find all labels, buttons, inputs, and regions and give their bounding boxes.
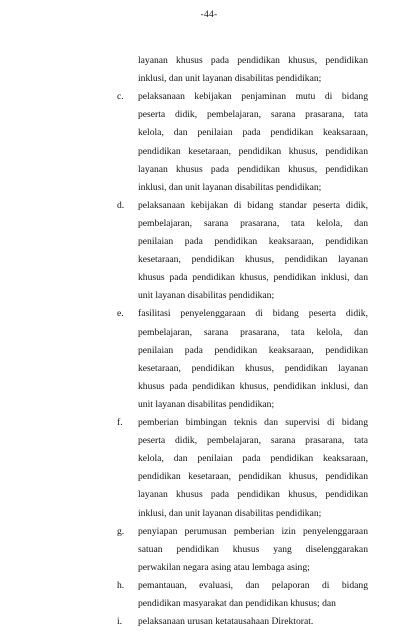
list-item-line: penilaian pada pendidikan keaksaraan, pendidikan bbox=[138, 344, 368, 356]
list-item-line: inklusi, dan unit layanan disabilitas pendidikan; bbox=[138, 73, 322, 85]
list-item-line: pemantauan, evaluasi, dan pelaporan di bidang bbox=[138, 579, 368, 591]
list-item-line: inklusi, dan unit layanan disabilitas pendidikan; bbox=[138, 507, 322, 519]
list-item-line: kelola, dan penilaian pada pendidikan keaksaraan, bbox=[138, 127, 368, 139]
list-marker: i. bbox=[117, 616, 123, 628]
list-item-line: layanan khusus pada pendidikan khusus, pendidikan bbox=[138, 55, 368, 66]
list-item-line: pendidikan kesetaraan, pendidikan khusus, pendidikan bbox=[138, 145, 368, 157]
list-marker: d. bbox=[117, 199, 125, 211]
list-item-line: pelaksanaan kebijakan di bidang standar peserta didik, bbox=[138, 199, 368, 211]
list-item-line: khusus pada pendidikan khusus, pendidikan inklusi, dan bbox=[138, 272, 368, 284]
list-item-line: peserta didik, pembelajaran, sarana prasarana, tata bbox=[138, 435, 368, 447]
list-item-line: pemberian bimbingan teknis dan supervisi di bidang bbox=[138, 417, 368, 428]
list-item-line: pendidikan masyarakat dan pendidikan khusus; dan bbox=[138, 598, 336, 609]
list-item-line: satuan pendidikan khusus yang diselenggarakan bbox=[138, 543, 368, 555]
list-marker: c. bbox=[117, 91, 124, 103]
list-item-line: kesetaraan, pendidikan khusus, pendidikan layanan bbox=[138, 362, 368, 374]
list-item-line: layanan khusus pada pendidikan khusus, pendidikan bbox=[138, 489, 368, 501]
list-item-line: pembelajaran, sarana prasarana, tata kelola, dan bbox=[138, 326, 368, 338]
list-item-line: unit layanan disabilitas pendidikan; bbox=[138, 398, 275, 410]
list-marker: e. bbox=[117, 308, 124, 320]
list-item-line: penilaian pada pendidikan keaksaraan, pendidikan bbox=[138, 236, 368, 247]
list-marker: f. bbox=[117, 417, 123, 428]
list-item-line: perwakilan negara asing atau lembaga asing; bbox=[138, 561, 310, 573]
list-item-line: unit layanan disabilitas pendidikan; bbox=[138, 290, 275, 302]
list-item-line: inklusi, dan unit layanan disabilitas pendidikan; bbox=[138, 181, 322, 193]
page-number: -44- bbox=[200, 10, 218, 20]
list-item-line: pelaksanaan urusan ketatausahaan Direktorat. bbox=[138, 616, 314, 628]
list-item-line: kelola, dan penilaian pada pendidikan keaksaraan, bbox=[138, 453, 368, 465]
list-item-line: pembelajaran, sarana prasarana, tata kelola, dan bbox=[138, 217, 368, 229]
list-item-line: layanan khusus pada pendidikan khusus, pendidikan bbox=[138, 163, 368, 175]
list-item-line: fasilitasi penyelenggaraan di bidang peserta didik, bbox=[138, 308, 368, 320]
list-item-line: penyiapan perumusan pemberian izin penyelenggaraan bbox=[138, 525, 368, 537]
list-marker: g. bbox=[117, 525, 125, 537]
list-item-line: pelaksanaan kebijakan penjaminan mutu di bidang bbox=[138, 91, 368, 103]
list-marker: h. bbox=[117, 579, 125, 591]
list-item-line: peserta didik, pembelajaran, sarana prasarana, tata bbox=[138, 109, 368, 121]
list-item-line: khusus pada pendidikan khusus, pendidikan inklusi, dan bbox=[138, 380, 368, 392]
list-item-line: kesetaraan, pendidikan khusus, pendidikan layanan bbox=[138, 254, 368, 266]
list-item-line: pendidikan kesetaraan, pendidikan khusus, pendidikan bbox=[138, 471, 368, 483]
